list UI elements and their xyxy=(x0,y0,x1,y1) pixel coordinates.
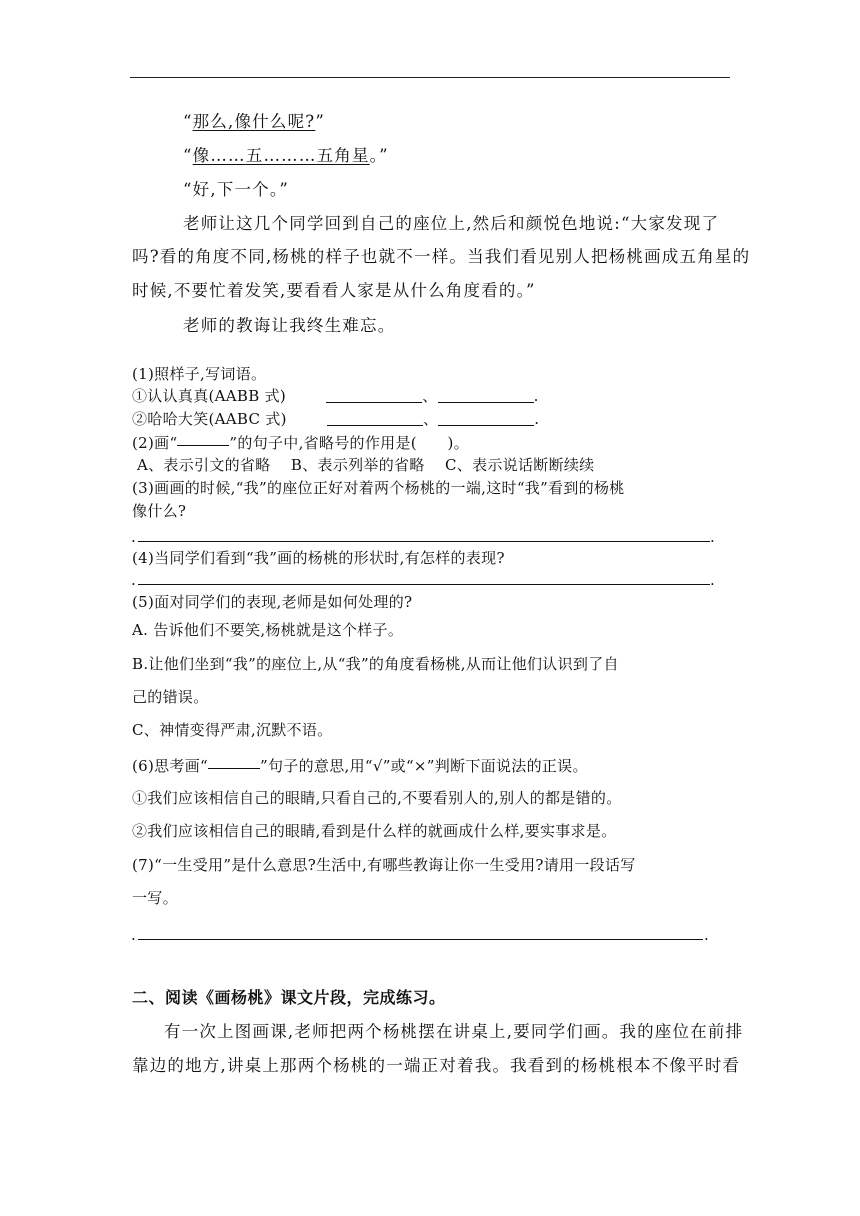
underlined-answer-1: 像…… xyxy=(192,146,246,165)
question-1-title: (1)照样子,写词语。 xyxy=(132,365,267,383)
question-3-cont: 像什么? xyxy=(132,502,187,520)
question-5-option-b: B.让他们坐到“我”的座位上,从“我”的角度看杨桃,从而让他们认识到了自 xyxy=(132,655,619,673)
answer-blank[interactable] xyxy=(327,411,423,426)
header-rule xyxy=(130,77,730,78)
question-3: (3)画画的时候,“我”的座位正好对着两个杨桃的一端,这时“我”看到的杨桃 xyxy=(132,479,625,497)
dialogue-question: “那么,像什么呢?” xyxy=(183,112,325,131)
paragraph-line: 老师让这几个同学回到自己的座位上,然后和颜悦色地说:“大家发现了 xyxy=(183,214,720,233)
paragraph-line: 老师的教诲让我终生难忘。 xyxy=(183,316,396,335)
dialogue-next: “好,下一个。” xyxy=(183,180,289,199)
question-5-option-a: A. 告诉他们不要笑,杨桃就是这个样子。 xyxy=(132,621,404,639)
question-1a: ①认认真真(AABB 式) 、 . xyxy=(132,387,539,405)
answer-line-dot: . xyxy=(710,571,716,589)
answer-line-dot: . xyxy=(704,926,710,944)
question-6-statement-2: ②我们应该相信自己的眼睛,看到是什么样的就画成什么样,要实事求是。 xyxy=(132,822,617,840)
underlined-sentence: 那么,像什么呢? xyxy=(192,112,316,131)
underlined-answer-4: 五角星 xyxy=(316,146,370,165)
answer-line-dot: . xyxy=(710,528,716,546)
question-2: (2)画“ ”的句子中,省略号的作用是( )。 xyxy=(132,431,469,453)
answer-line[interactable] xyxy=(138,541,710,542)
underline-sample xyxy=(177,431,229,446)
question-7-cont: 一写。 xyxy=(132,889,178,907)
question-5-option-b-cont: 己的错误。 xyxy=(132,688,209,706)
underlined-answer-2: 五 xyxy=(245,146,264,165)
section-2-paragraph-cont: 靠边的地方,讲桌上那两个杨桃的一端正对着我。我看到的杨桃根本不像平时看 xyxy=(132,1056,741,1075)
question-7: (7)“一生受用”是什么意思?生活中,有哪些教诲让你一生受用?请用一段话写 xyxy=(132,856,636,874)
question-5: (5)面对同学们的表现,老师是如何处理的? xyxy=(132,593,413,611)
question-6: (6)思考画“ ”句子的意思,用“√”或“×”判断下面说法的正误。 xyxy=(132,754,588,776)
question-6-statement-1: ①我们应该相信自己的眼睛,只看自己的,不要看别人的,别人的都是错的。 xyxy=(132,789,622,807)
answer-blank[interactable] xyxy=(438,388,534,403)
paragraph-line: 时候,不要忙着发笑,要看看人家是从什么角度看的。” xyxy=(132,281,536,300)
dialogue-answer: “像……五………五角星。” xyxy=(183,146,389,165)
answer-line-dot: . xyxy=(131,528,137,546)
paragraph-line: 吗?看的角度不同,杨桃的样子也就不一样。当我们看见别人把杨桃画成五角星的 xyxy=(132,247,751,266)
answer-line-dot: . xyxy=(131,926,137,944)
question-2-options: A、表示引文的省略 B、表示列举的省略 C、表示说话断断续续 xyxy=(137,456,595,474)
question-5-option-c: C、神情变得严肃,沉默不语。 xyxy=(132,721,333,739)
answer-blank[interactable] xyxy=(326,388,422,403)
answer-line[interactable] xyxy=(138,584,710,585)
section-2-paragraph: 有一次上图画课,老师把两个杨桃摆在讲桌上,要同学们画。我的座位在前排 xyxy=(164,1022,744,1041)
section-2-title: 二、阅读《画杨桃》课文片段，完成练习。 xyxy=(132,988,446,1007)
underline-sample xyxy=(208,754,260,769)
question-4: (4)当同学们看到“我”画的杨桃的形状时,有怎样的表现? xyxy=(132,549,505,567)
answer-blank[interactable] xyxy=(438,411,534,426)
answer-line[interactable] xyxy=(138,939,703,940)
underlined-answer-3: ……… xyxy=(263,146,317,165)
answer-line-dot: . xyxy=(131,571,137,589)
question-1b: ②哈哈大笑(AABC 式) 、 . xyxy=(132,410,540,428)
